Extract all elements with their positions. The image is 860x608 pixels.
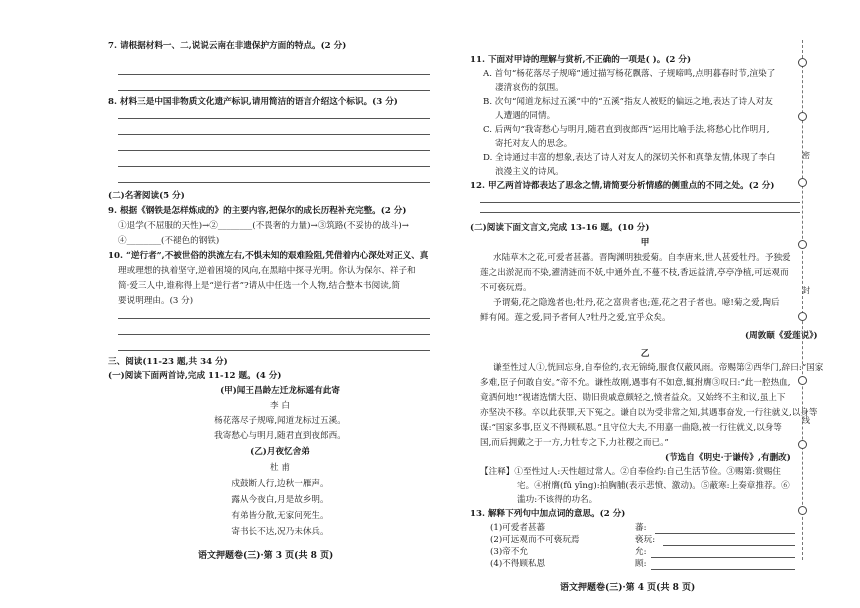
question-8: 8. 材料三是中国非物质文化遗产标识,请用简洁的语言介绍这个标识。(3 分) — [108, 97, 398, 107]
poem-line: 杨花落尽子规啼,闻道龙标过五溪。 — [214, 416, 346, 426]
page-footer: 语文押题卷(三)·第 3 页(共 8 页) — [198, 551, 334, 561]
answer-line[interactable] — [651, 569, 795, 570]
question-13-label: 亵玩: — [635, 535, 656, 545]
poem-line: 露从今夜白,月是故乡明。 — [231, 495, 329, 505]
question-10-line: 理或理想的执着坚守,逆着困境的风向,在黑暗中探寻光明。你认为保尔、祥子和 — [118, 266, 416, 276]
answer-line[interactable] — [118, 318, 430, 319]
question-13-item: (3)帝不允 — [490, 547, 528, 557]
question-13-item: (4)不得顾私恩 — [490, 559, 546, 569]
binding-hole — [798, 312, 807, 321]
binding-hole — [798, 240, 807, 249]
poem-line: 我寄愁心与明月,随君直到夜郎西。 — [214, 431, 346, 441]
answer-line[interactable] — [651, 557, 795, 558]
page-footer: 语文押题卷(三)·第 4 页(共 8 页) — [560, 583, 696, 593]
section-title: (二)名著阅读(5 分) — [108, 191, 185, 201]
answer-line[interactable] — [118, 350, 430, 351]
passage-line: 鲜有闻。莲之爱,同予者何人?牡丹之爱,宜乎众矣。 — [480, 313, 671, 323]
passage-line: 莲之出淤泥而不染,濯清涟而不妖,中通外直,不蔓不枝,香远益清,亭亭净植,可远观而 — [480, 268, 789, 278]
binding-hole — [798, 376, 807, 385]
passage-line: 谦至性过人①,恍回忘身,自奉俭约,衣无锦绮,服食仅蔽风雨。帝赐第②西华门,辞曰:“国家 — [493, 363, 824, 373]
option-a-cont: 凄清哀伤的氛围。 — [495, 83, 564, 93]
question-13-label: 蕃: — [635, 523, 647, 533]
question-13-label: 允: — [635, 547, 647, 557]
poem-line: 戍鼓断人行,边秋一雁声。 — [231, 479, 329, 489]
question-9-chain-2: ④________(不褪色的钢铁) — [118, 236, 220, 246]
passage-line: 不可亵玩焉。 — [480, 283, 532, 293]
notes: 【注释】①至性过人:天性超过常人。②自奉俭约:自己生活节俭。③赐第:赏赐住 — [480, 467, 781, 477]
notes-cont: 宅。④拊膺(fǔ yīng):拍胸脯(表示悲愤、激动)。⑤蔽寒:上奏章推荐。⑥ — [517, 481, 790, 491]
answer-line[interactable] — [118, 166, 430, 167]
answer-line[interactable] — [118, 150, 430, 151]
answer-line[interactable] — [118, 134, 430, 135]
question-13: 13. 解释下列句中加点词的意思。(2 分) — [470, 509, 626, 519]
binding-hole — [798, 58, 807, 67]
answer-line[interactable] — [655, 533, 795, 534]
answer-line[interactable] — [118, 90, 430, 91]
passage-label: 甲 — [640, 238, 650, 248]
option-d: D. 全诗通过丰富的想象,表达了诗人对友人的深切关怀和真挚友情,体现了李白 — [483, 153, 776, 163]
section-title: (二)阅读下面文言文,完成 13-16 题。(10 分) — [470, 223, 650, 233]
answer-line[interactable] — [480, 202, 800, 203]
binding-hole — [798, 440, 807, 449]
binding-char: 密 — [802, 151, 810, 160]
question-12: 12. 甲乙两首诗都表达了思念之情,请简要分析情感的侧重点的不同之处。(2 分) — [470, 181, 775, 191]
option-c: C. 后两句“我寄愁心与明月,随君直到夜郎西”运用比喻手法,将愁心比作明月, — [483, 125, 770, 135]
binding-hole — [798, 112, 807, 121]
passage-line: 多难,臣子何敢自安。”帝不允。谦性故刚,遇事有不如意,辄拊膺③叹曰:“此一腔热血, — [480, 378, 791, 388]
notes-cont: 滥功:不该得的功名。 — [517, 495, 598, 505]
passage-line: 予谓菊,花之隐逸者也;牡丹,花之富贵者也;莲,花之君子者也。噫!菊之爱,陶后 — [493, 298, 780, 308]
question-11: 11. 下面对甲诗的理解与赏析,不正确的一项是( )。(2 分) — [470, 55, 692, 65]
question-9-chain-1: ①退学(不屈服的天性)→②________(不畏奢的力量)→③筑路(不妥协的战斗)→ — [118, 221, 409, 231]
poem-line: 寄书长不达,况乃未休兵。 — [231, 527, 329, 537]
binding-char: 封 — [802, 286, 810, 295]
question-13-item: (2)可远观而不可亵玩焉 — [490, 535, 580, 545]
passage-line: 水陆草木之花,可爱者甚蕃。晋陶渊明独爱菊。自李唐来,世人甚爱牡丹。予独爱 — [493, 253, 791, 263]
section-subtitle: (一)阅读下面两首诗,完成 11-12 题。(4 分) — [108, 371, 282, 381]
option-a: A. 首句“杨花落尽子规啼”通过描写杨花飘落、子规啼鸣,点明暮春时节,渲染了 — [483, 69, 776, 79]
passage-source: (节选自《明史·于谦传》,有删改) — [665, 453, 791, 463]
passage-line: 谋:“国家多事,臣义不得顾私恩。”且守位大夫,不用嘉一曲隐,被一行往就义,以身等 — [480, 423, 782, 433]
answer-line[interactable] — [480, 212, 800, 213]
binding-hole — [798, 178, 807, 187]
option-b: B. 次句“闻道龙标过五溪”中的“五溪”指友人被贬的偏远之地,表达了诗人对友 — [483, 97, 773, 107]
passage-label: 乙 — [640, 349, 650, 359]
poem-title: (乙)月夜忆舍弟 — [250, 447, 310, 457]
question-10-line: 要说明理由。(3 分) — [118, 296, 194, 306]
option-b-cont: 人遭遇的同情。 — [495, 111, 556, 121]
passage-line: 竟洒何地!”视诸选懦大臣、勋旧贵戚意颇轻之,愤者益众。又始终不主和议,虽上下 — [480, 393, 786, 403]
poem-author: 杜 甫 — [270, 463, 290, 473]
binding-char: 线 — [802, 416, 810, 425]
poem-title: (甲)闻王昌龄左迁龙标遥有此寄 — [220, 386, 340, 396]
answer-line[interactable] — [118, 334, 430, 335]
question-9: 9. 根据《钢铁是怎样炼成的》的主要内容,把保尔的成长历程补充完整。(2 分) — [108, 206, 407, 216]
passage-line: 国,而后拥戴之于一方,力牡专之下,力社稷之而已。” — [480, 438, 669, 448]
answer-line[interactable] — [118, 118, 430, 119]
option-c-cont: 寄托对友人的思念。 — [495, 139, 573, 149]
poem-author: 李 白 — [270, 401, 290, 411]
answer-line[interactable] — [118, 182, 430, 183]
section-title: 三、阅读(11-23 题,共 34 分) — [108, 357, 228, 367]
passage-source: (周敦颐《爱莲说》) — [745, 331, 818, 341]
option-d-cont: 浪漫主义的诗风。 — [495, 167, 564, 177]
question-10: 10. “逆行者”,不被世俗的洪流左右,不惧未知的艰难险阻,凭借着内心深处对正义、真 — [108, 251, 429, 261]
poem-line: 有弟皆分散,无家问死生。 — [231, 511, 329, 521]
question-7: 7. 请根据材料一、二,说说云南在非遗保护方面的特点。(2 分) — [108, 41, 347, 51]
passage-line: 亦坚决不移。卒以此获罪,天下冤之。谦自以为受非常之知,其遇事奋发,一行往就义,以身等 — [480, 408, 818, 418]
answer-line[interactable] — [118, 74, 430, 75]
question-10-line: 简·爱三人中,谁称得上是“逆行者”?请从中任选一个人物,结合整本书阅读,简 — [118, 281, 401, 291]
question-13-label: 顾: — [635, 559, 647, 569]
answer-line[interactable] — [663, 545, 795, 546]
right-page — [445, 0, 860, 608]
binding-hole — [798, 506, 807, 515]
question-13-item: (1)可爱者甚蕃 — [490, 523, 546, 533]
